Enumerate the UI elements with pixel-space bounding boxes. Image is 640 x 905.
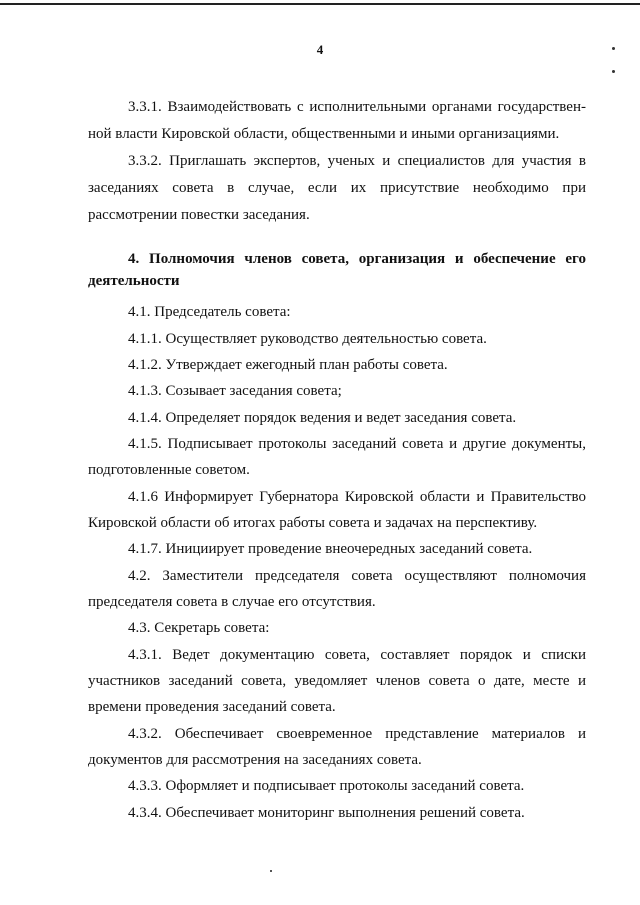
paragraph-3-3-2-line-1: 3.3.2. Приглашать экспертов, ученых и специалистов для участия в [128,153,586,169]
scan-speck [612,47,615,50]
section-heading-line-1: 4. Полномочия членов совета, организация и обеспечение его [128,251,586,267]
item-4-3-1-line-1: 4.3.1. Ведет документацию совета, составляет порядок и списки [128,647,586,663]
item-4-1-4: 4.1.4. Определяет порядок ведения и ведет заседания совета. [128,410,517,426]
item-4-1-6-line-2: Кировской области об итогах работы совета и задачах на перспективу. [88,515,538,531]
item-4-1: 4.1. Председатель совета: [128,304,291,320]
item-4-2-line-2: председателя совета в случае его отсутствия. [88,594,376,610]
item-4-1-7: 4.1.7. Инициирует проведение внеочередных заседаний совета. [128,541,533,557]
item-4-3-4: 4.3.4. Обеспечивает мониторинг выполнения решений совета. [128,805,525,821]
item-4-3: 4.3. Секретарь совета: [128,620,270,636]
section-heading-line-2: деятельности [88,273,180,289]
item-4-3-1-line-3: времени проведения заседаний совета. [88,699,336,715]
paragraph-3-3-2-line-3: рассмотрении повестки заседания. [88,207,310,223]
scan-speck [612,70,615,73]
item-4-1-1: 4.1.1. Осуществляет руководство деятельностью совета. [128,331,487,347]
item-4-3-3: 4.3.3. Оформляет и подписывает протоколы заседаний совета. [128,778,525,794]
item-4-3-2-line-2: документов для рассмотрения на заседаниях совета. [88,752,422,768]
item-4-1-3: 4.1.3. Созывает заседания совета; [128,383,342,399]
item-4-1-6-line-1: 4.1.6 Информирует Губернатора Кировской области и Правительство [128,489,586,505]
item-4-1-2: 4.1.2. Утверждает ежегодный план работы совета. [128,357,448,373]
item-4-3-2-line-1: 4.3.2. Обеспечивает своевременное представление материалов и [128,726,586,742]
paragraph-3-3-1-line-1: 3.3.1. Взаимодействовать с исполнительными органами государствен- [128,99,586,115]
item-4-1-5-line-2: подготовленные советом. [88,462,250,478]
scan-speck [270,870,272,872]
paragraph-3-3-1-line-2: ной власти Кировской области, общественными и иными организациями. [88,126,560,142]
item-4-2-line-1: 4.2. Заместители председателя совета осуществляют полномочия [128,568,586,584]
paragraph-3-3-2-line-2: заседаниях совета в случае, если их присутствие необходимо при [88,180,586,196]
item-4-3-1-line-2: участников заседаний совета, уведомляет членов совета о дате, месте и [88,673,586,689]
item-4-1-5-line-1: 4.1.5. Подписывает протоколы заседаний совета и другие документы, [128,436,586,452]
top-rule [0,3,640,5]
page-number: 4 [316,42,324,57]
